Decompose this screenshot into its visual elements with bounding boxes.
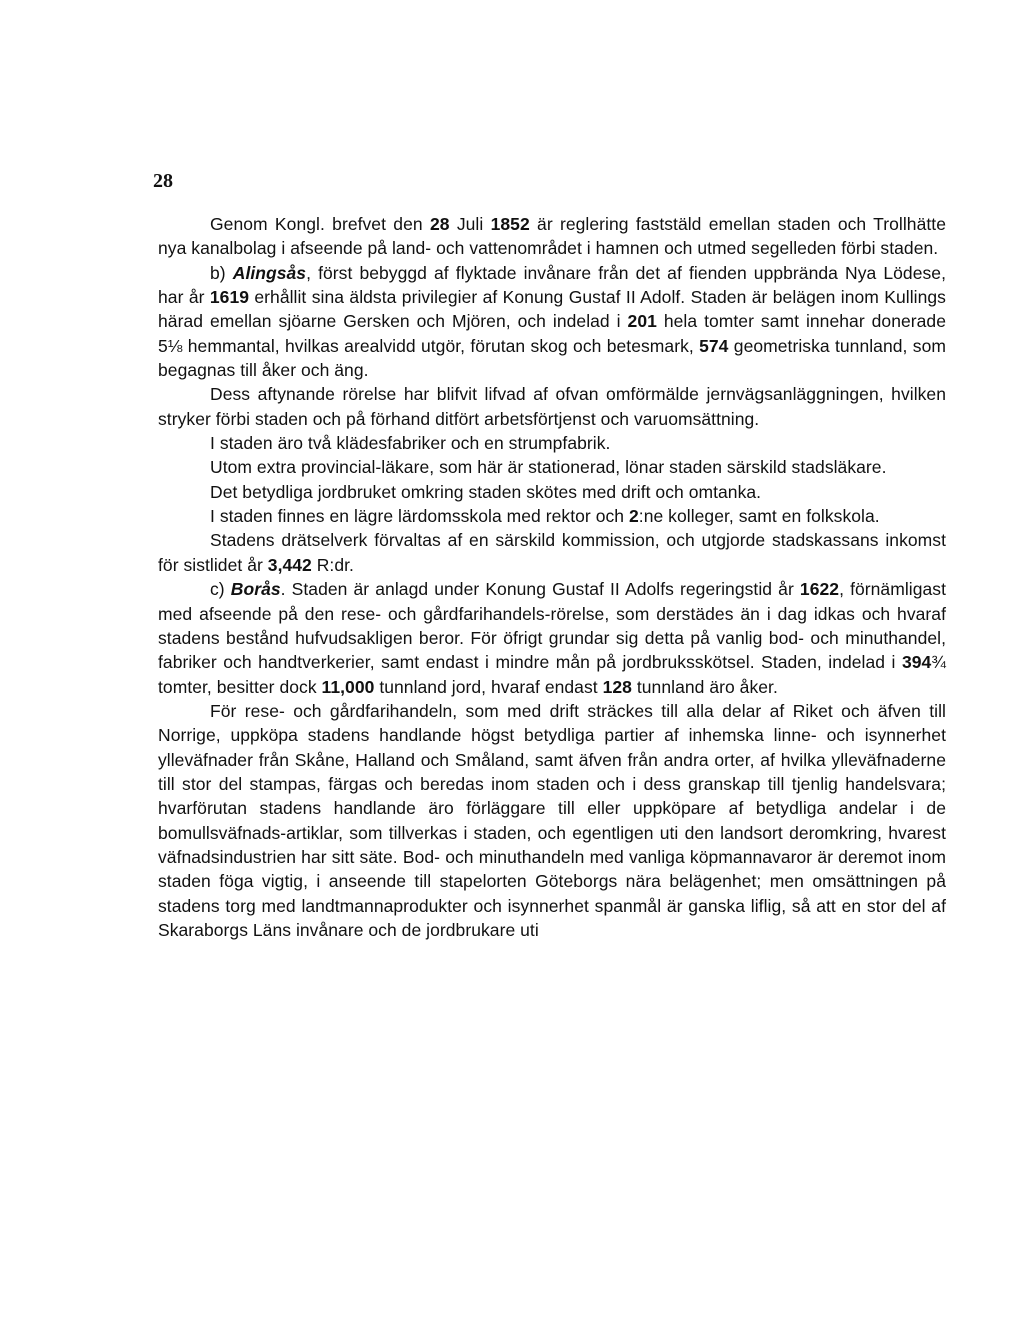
body-text (158, 212, 946, 942)
text-segment: 1622 (799, 579, 840, 600)
text-segment: Dess aftynande rörelse har blifvit lifvad af ofvan omförmälde jernvägsanläggningen, hvilken stryker förbi staden och på förhand ditfört arbetsförtjenst och varuomsättning. (158, 384, 946, 429)
text-segment: är reglering faststäld emellan staden och Trollhätte nya kanalbolag i afseende på land- och vattenområdet i hamnen och utmed segelleden förbi staden. (158, 214, 946, 259)
text-segment: 1619 (209, 287, 250, 308)
text-segment: 201 (627, 311, 657, 332)
paragraph-10 (158, 699, 946, 942)
text-segment: R:dr. (311, 554, 354, 575)
text-segment: b) (210, 262, 233, 283)
paragraph-5 (158, 455, 946, 479)
paragraph-9 (158, 577, 946, 699)
text-segment: 28 (429, 214, 450, 234)
text-segment: ¾ tomter, besitter dock (158, 652, 946, 697)
text-segment: I staden finnes en lägre lärdomsskola med rektor och (210, 506, 629, 527)
text-segment: Utom extra provincial-läkare, som här är stationerad, lönar staden särskild stadsläkare. (210, 457, 887, 478)
text-segment: c) (210, 579, 231, 600)
text-segment: :ne kolleger, samt en folkskola. (638, 506, 880, 527)
text-segment: 2 (628, 506, 639, 527)
text-segment: Genom Kongl. brefvet den (210, 214, 430, 234)
text-segment: 128 (602, 676, 632, 697)
page-number: 28 (153, 170, 173, 192)
text-segment: geometriska tunnland, som begagnas till åker och äng. (158, 335, 946, 381)
text-segment: tunnland äro åker. (631, 676, 778, 697)
text-segment: 3,442 (267, 554, 312, 575)
text-segment: . Staden är anlagd under Konung Gustaf II Adolfs regeringstid år (280, 579, 800, 600)
text-segment: 1852 (490, 214, 530, 234)
paragraph-2 (158, 261, 946, 383)
paragraph-6 (158, 480, 946, 504)
text-segment: , först bebyggd af flyktade invånare från det af fienden uppbrända Nya Lödese, har år (158, 262, 946, 308)
paragraph-4 (158, 431, 946, 455)
paragraph-1 (158, 212, 946, 261)
paragraph-7 (158, 504, 946, 528)
text-segment: Borås (230, 579, 281, 600)
text-segment: tunnland jord, hvaraf endast (374, 676, 603, 697)
text-segment: , förnämligast med afseende på den rese- och gårdfarihandels-rörelse, som derstädes än i dag idkas och hvaraf stadens bestånd hufvudsakligen beror. För öfrigt grundar sig detta på vanlig bod- och minuthandel, fabriker och handtverkerier, samt endast i mindre mån på jordbruksskötsel. Staden, indelad i (158, 579, 946, 673)
text-segment: Alingsås (232, 262, 307, 283)
text-segment: hela tomter samt innehar donerade 5⅛ hemmantal, hvilkas arealvidd utgör, förutan skog och betesmark, (158, 311, 946, 356)
text-segment: Juli (449, 214, 491, 234)
text-segment: Stadens drätselverk förvaltas af en särskild kommission, och utgjorde stadskassans inkomst för sistlidet år (158, 530, 946, 575)
text-segment: Det betydliga jordbruket omkring staden skötes med drift och omtanka. (210, 481, 762, 502)
text-segment: I staden äro två klädesfabriker och en strumpfabrik. (210, 433, 611, 454)
text-segment: För rese- och gårdfarihandeln, som med drift sträckes till alla delar af Riket och äfven till Norrige, uppköpa stadens handlande högst betydliga partier af inhemska linne- och isynnerhet ylleväfnader från Skåne, Halland och Småland, samt äfven från andra orter, af hvilka ylleväfnaderne till stor del stampas, färgas och beredas inom staden och i dess granskap till tjenlig handelsvara; hvarförutan stadens handlande äro förläggare till eller uppköpare af betydliga andelar i de bomullsväfnads-artiklar, som tillverkas i staden, och egentligen uti den landsort deromkring, hvarest väfnadsindustrien har sitt säte. Bod- och minuthandeln med vanliga köpmannavaror är deremot inom staden föga vigtig, i anseende till stapelorten Göteborgs nära belägenhet; men omsättningen på stadens torg med landtmannaprodukter och isynnerhet spanmål är ganska liflig, så att en stor del af Skaraborgs Läns invånare och de jordbrukare uti (158, 700, 946, 940)
text-segment: 394 (901, 652, 932, 673)
text-segment: erhållit sina äldsta privilegier af Konung Gustaf II Adolf. Staden är belägen inom Kullings härad emellan sjöarne Gersken och Mjören, och indelad i (158, 287, 946, 332)
text-segment: 574 (699, 335, 729, 356)
paragraph-8 (158, 528, 946, 577)
text-segment: 11,000 (321, 676, 375, 697)
paragraph-3 (158, 382, 946, 431)
